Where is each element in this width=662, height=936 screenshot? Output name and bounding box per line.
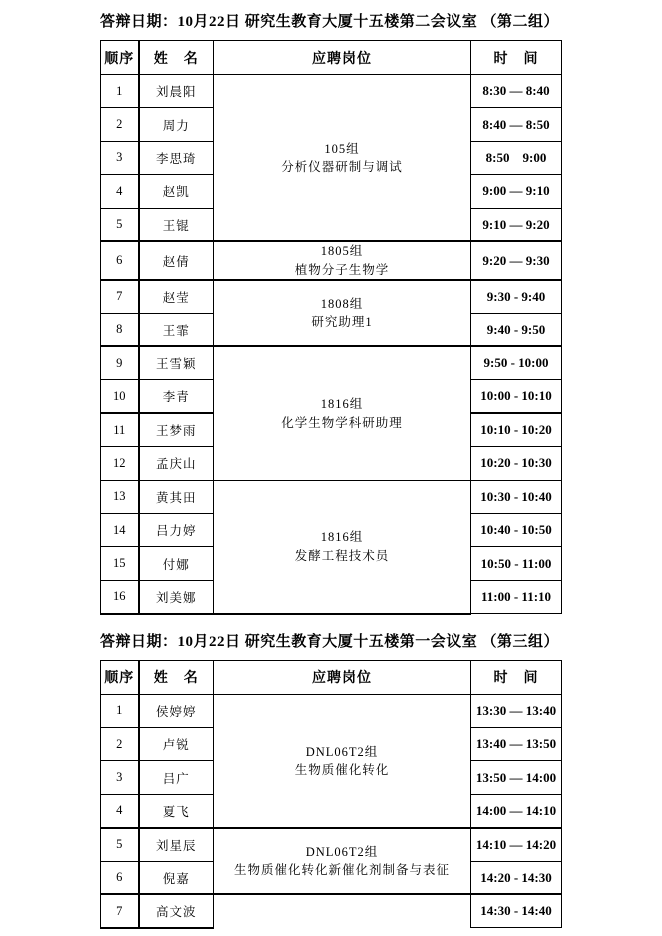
header-row	[101, 41, 562, 75]
order-cell: 4	[101, 794, 139, 827]
time-cell: 14:30 - 14:40	[471, 894, 562, 927]
position-cell	[214, 241, 471, 279]
order-cell: 6	[101, 241, 139, 279]
name-cell: 刘晨阳	[139, 75, 214, 108]
order-cell: 12	[101, 447, 139, 480]
order-cell: 15	[101, 547, 139, 580]
table-row	[101, 694, 562, 727]
position-cell	[214, 694, 471, 828]
position-cell-empty	[214, 894, 471, 927]
name-cell: 吕广	[139, 761, 214, 794]
name-cell: 周力	[139, 108, 214, 141]
header-order: 顺序	[101, 660, 139, 694]
name-cell: 侯婷婷	[139, 694, 214, 727]
name-cell: 夏飞	[139, 794, 214, 827]
header-name: 姓 名	[139, 41, 214, 75]
header-time: 时 间	[471, 660, 562, 694]
order-cell: 3	[101, 141, 139, 174]
order-cell: 3	[101, 761, 139, 794]
time-cell: 14:20 - 14:30	[471, 861, 562, 894]
order-cell: 6	[101, 861, 139, 894]
order-cell: 5	[101, 208, 139, 241]
time-cell: 8:40 — 8:50	[471, 108, 562, 141]
position-group: 1808组	[320, 296, 364, 311]
name-cell: 刘美娜	[139, 580, 214, 613]
time-cell: 9:50 - 10:00	[471, 346, 562, 379]
time-cell: 9:40 - 9:50	[471, 313, 562, 346]
name-cell: 高文波	[139, 894, 214, 927]
time-cell: 13:40 — 13:50	[471, 728, 562, 761]
time-cell: 13:50 — 14:00	[471, 761, 562, 794]
name-cell: 赵莹	[139, 280, 214, 313]
position-title: 研究助理1	[311, 315, 373, 330]
position-group: 1816组	[320, 397, 364, 412]
name-cell: 王霏	[139, 313, 214, 346]
position-title: 化学生物学科研助理	[281, 415, 403, 430]
time-cell: 14:10 — 14:20	[471, 828, 562, 861]
time-cell: 9:20 — 9:30	[471, 241, 562, 279]
position-group: 105组	[324, 141, 360, 156]
time-cell: 10:20 - 10:30	[471, 447, 562, 480]
position-cell	[214, 75, 471, 242]
order-cell: 10	[101, 380, 139, 413]
position-group: DNL06T2组	[305, 744, 379, 759]
order-cell: 9	[101, 346, 139, 379]
position-title: 生物质催化转化新催化剂制备与表征	[233, 863, 450, 878]
time-cell: 10:30 - 10:40	[471, 480, 562, 513]
order-cell: 11	[101, 413, 139, 446]
table-row	[101, 75, 562, 108]
position-group: 1805组	[320, 244, 364, 259]
name-cell: 王梦雨	[139, 413, 214, 446]
time-cell: 9:00 — 9:10	[471, 175, 562, 208]
position-group: DNL06T2组	[305, 844, 379, 859]
time-cell: 14:00 — 14:10	[471, 794, 562, 827]
header-position: 应聘岗位	[214, 41, 471, 75]
position-cell	[214, 480, 471, 614]
time-cell: 8:30 — 8:40	[471, 75, 562, 108]
position-cell	[214, 346, 471, 480]
schedule-table-2	[100, 660, 562, 929]
order-cell: 2	[101, 728, 139, 761]
order-cell: 1	[101, 75, 139, 108]
name-cell: 倪嘉	[139, 861, 214, 894]
order-cell: 16	[101, 580, 139, 613]
order-cell: 2	[101, 108, 139, 141]
time-cell: 8:50 9:00	[471, 141, 562, 174]
time-cell: 10:00 - 10:10	[471, 380, 562, 413]
position-cell	[214, 280, 471, 347]
order-cell: 4	[101, 175, 139, 208]
name-cell: 黄其田	[139, 480, 214, 513]
name-cell: 王雪颖	[139, 346, 214, 379]
table-row	[101, 241, 562, 279]
time-cell: 9:30 - 9:40	[471, 280, 562, 313]
table-row	[101, 480, 562, 513]
name-cell: 孟庆山	[139, 447, 214, 480]
order-cell: 7	[101, 280, 139, 313]
time-cell: 11:00 - 11:10	[471, 580, 562, 613]
session1-title: 答辩日期：10月22日 研究生教育大厦十五楼第二会议室 （第二组）	[100, 14, 560, 30]
order-cell: 8	[101, 313, 139, 346]
header-time: 时 间	[471, 41, 562, 75]
time-cell: 10:10 - 10:20	[471, 413, 562, 446]
table-row	[101, 280, 562, 313]
order-cell: 13	[101, 480, 139, 513]
position-group: 1816组	[320, 530, 364, 545]
header-name: 姓 名	[139, 660, 214, 694]
order-cell: 1	[101, 694, 139, 727]
table-row	[101, 828, 562, 861]
header-order: 顺序	[101, 41, 139, 75]
name-cell: 王锟	[139, 208, 214, 241]
position-title: 分析仪器研制与调试	[281, 159, 403, 174]
time-cell: 9:10 — 9:20	[471, 208, 562, 241]
name-cell: 吕力婷	[139, 513, 214, 546]
order-cell: 7	[101, 894, 139, 927]
schedule-table-1	[100, 40, 562, 615]
name-cell: 李青	[139, 380, 214, 413]
table-row	[101, 346, 562, 379]
time-cell: 10:40 - 10:50	[471, 513, 562, 546]
name-cell: 刘星辰	[139, 828, 214, 861]
name-cell: 付娜	[139, 547, 214, 580]
header-row	[101, 660, 562, 694]
position-cell	[214, 828, 471, 895]
session2-title: 答辩日期：10月22日 研究生教育大厦十五楼第一会议室 （第三组）	[100, 633, 560, 650]
header-position: 应聘岗位	[214, 660, 471, 694]
position-title: 生物质催化转化	[294, 762, 390, 777]
name-cell: 卢锐	[139, 728, 214, 761]
table-row	[101, 894, 562, 927]
position-title: 发酵工程技术员	[294, 548, 390, 563]
name-cell: 李思琦	[139, 141, 214, 174]
name-cell: 赵凯	[139, 175, 214, 208]
time-cell: 10:50 - 11:00	[471, 547, 562, 580]
time-cell: 13:30 — 13:40	[471, 694, 562, 727]
name-cell: 赵倩	[139, 241, 214, 279]
order-cell: 5	[101, 828, 139, 861]
position-title: 植物分子生物学	[294, 262, 390, 277]
order-cell: 14	[101, 513, 139, 546]
